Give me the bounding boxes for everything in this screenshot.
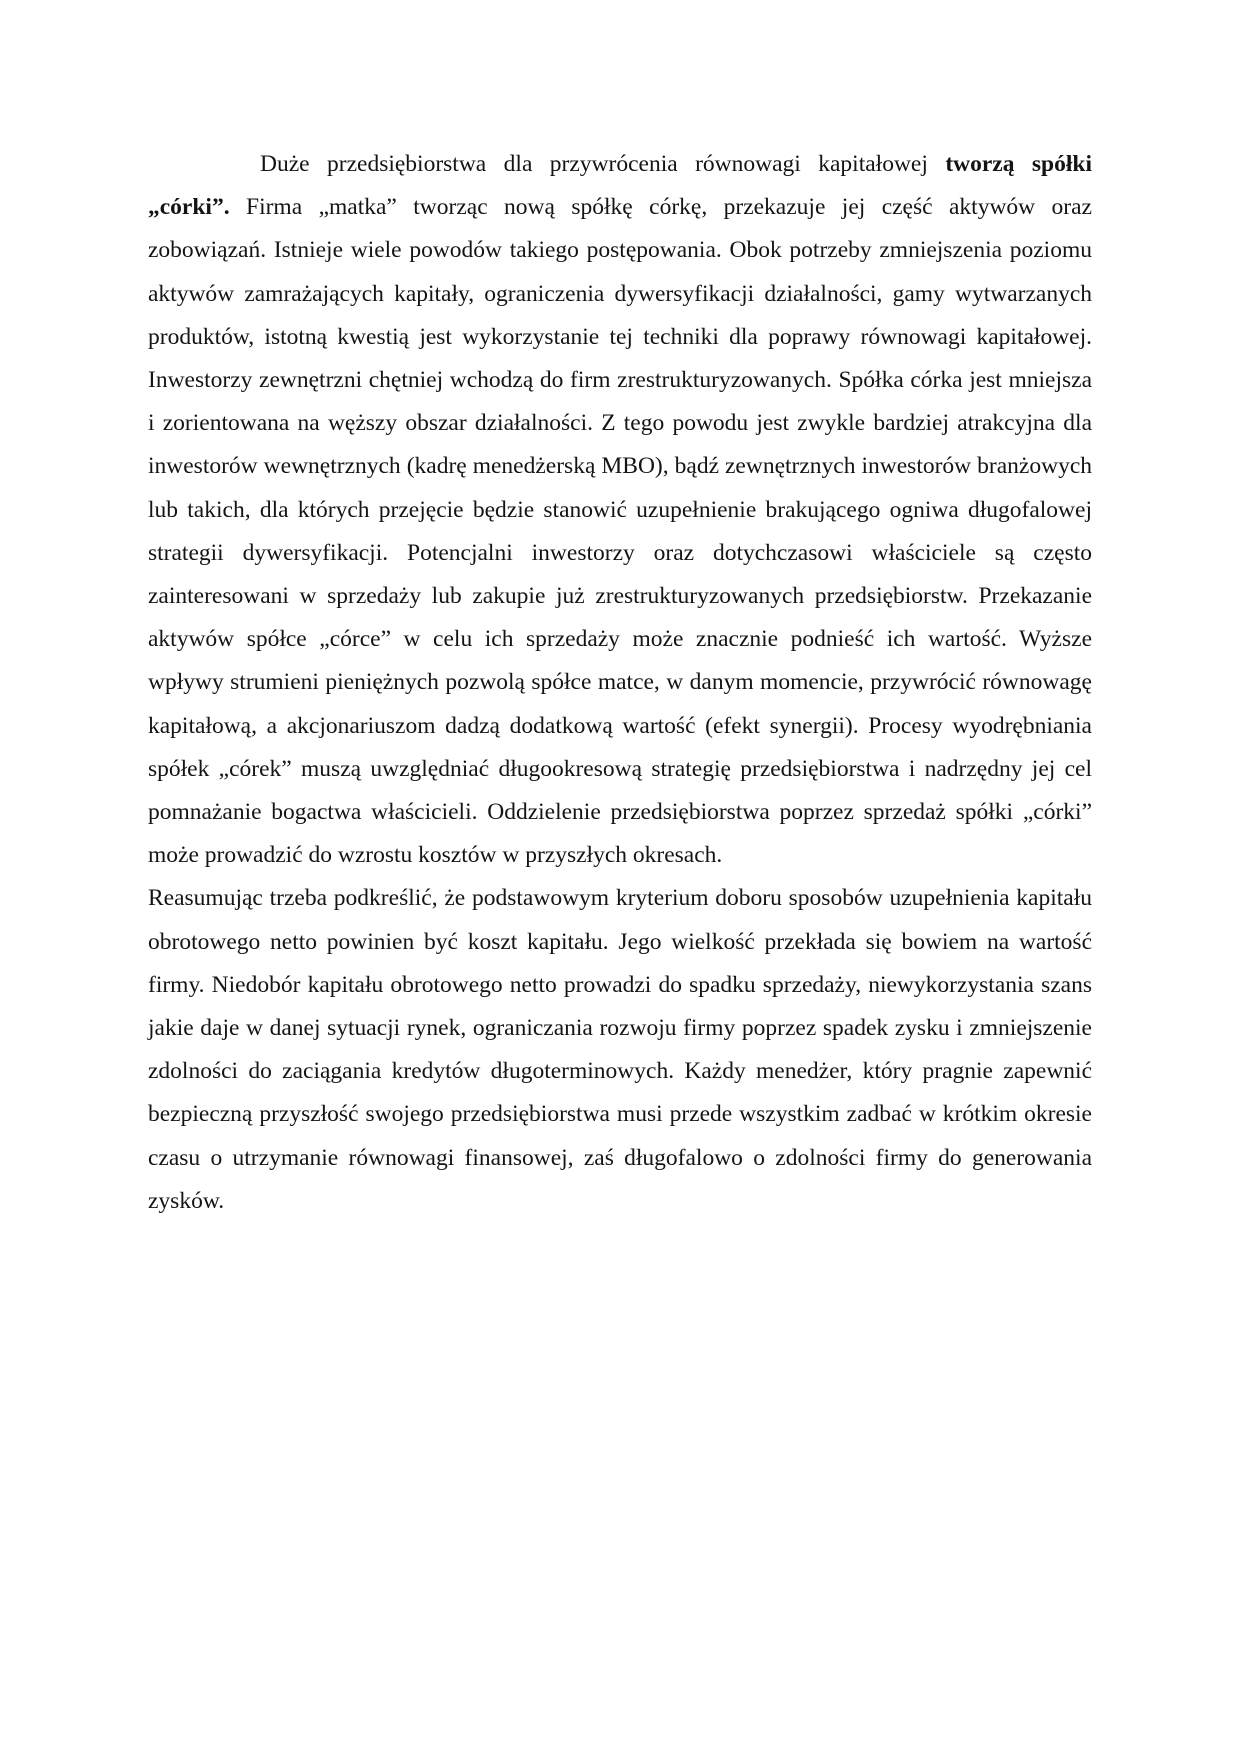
paragraph-1-intro: Duże przedsiębiorstwa dla przywrócenia równowagi kapitałowej xyxy=(260,151,946,177)
paragraph-1-bold-phrase: tworzą spółki „córki”. xyxy=(148,151,1093,221)
paragraph-1-body: Firma „matka” tworząc nową spółkę córkę, przekazuje jej część aktywów oraz zobowiązań. Istnieje wiele powodów takiego postępowania. Obok potrzeby zmniejszenia poziomu aktywów zamrażających kapitały, ograniczenia dywersyfikacji działalności, gamy wytwarzanych produktów, istotną kwestią jest wykorzystanie tej techniki dla poprawy równowagi kapitałowej. Inwestorzy zewnętrzni chętniej wchodzą do firm zrestrukturyzowanych. Spółka córka jest mniejsza i zorientowana na węższy obszar działalności. Z tego powodu jest zwykle bardziej atrakcyjna dla inwestorów wewnętrznych (kadrę menedżerską MBO), bądź zewnętrznych inwestorów branżowych lub takich, dla których przejęcie będzie stanowić uzupełnienie brakującego ogniwa długofalowej strategii dywersyfikacji. Potencjalni inwestorzy oraz dotychczasowi właściciele są często zainteresowani w sprzedaży lub zakupie już zrestrukturyzowanych przedsiębiorstw. Przekazanie aktywów spółce „córce” w celu ich sprzedaży może znacznie podnieść ich wartość. Wyższe wpływy strumieni pieniężnych pozwolą spółce matce, w danym momencie, przywrócić równowagę kapitałową, a akcjonariuszom dadzą dodatkową wartość (efekt synergii). Procesy wyodrębniania spółek „córek” muszą uwzględniać długookresową strategię przedsiębiorstwa i nadrzędny jej cel pomnażanie bogactwa właścicieli. Oddzielenie przedsiębiorstwa poprzez sprzedaż spółki „córki” może prowadzić do wzrostu kosztów w przyszłych okresach. xyxy=(148,194,1092,869)
paragraph-spin-off xyxy=(148,143,1092,877)
document-body xyxy=(148,143,1092,1223)
paragraph-summary: Reasumując trzeba podkreślić, że podstawowym kryterium doboru sposobów uzupełnienia kapitału obrotowego netto powinien być koszt kapitału. Jego wielkość przekłada się bowiem na wartość firmy. Niedobór kapitału obrotowego netto prowadzi do spadku sprzedaży, niewykorzystania szans jakie daje w danej sytuacji rynek, ograniczania rozwoju firmy poprzez spadek zysku i zmniejszenie zdolności do zaciągania kredytów długoterminowych. Każdy menedżer, który pragnie zapewnić bezpieczną przyszłość swojego przedsiębiorstwa musi przede wszystkim zadbać w krótkim okresie czasu o utrzymanie równowagi finansowej, zaś długofalowo o zdolności firmy do generowania zysków. xyxy=(148,885,1092,1214)
